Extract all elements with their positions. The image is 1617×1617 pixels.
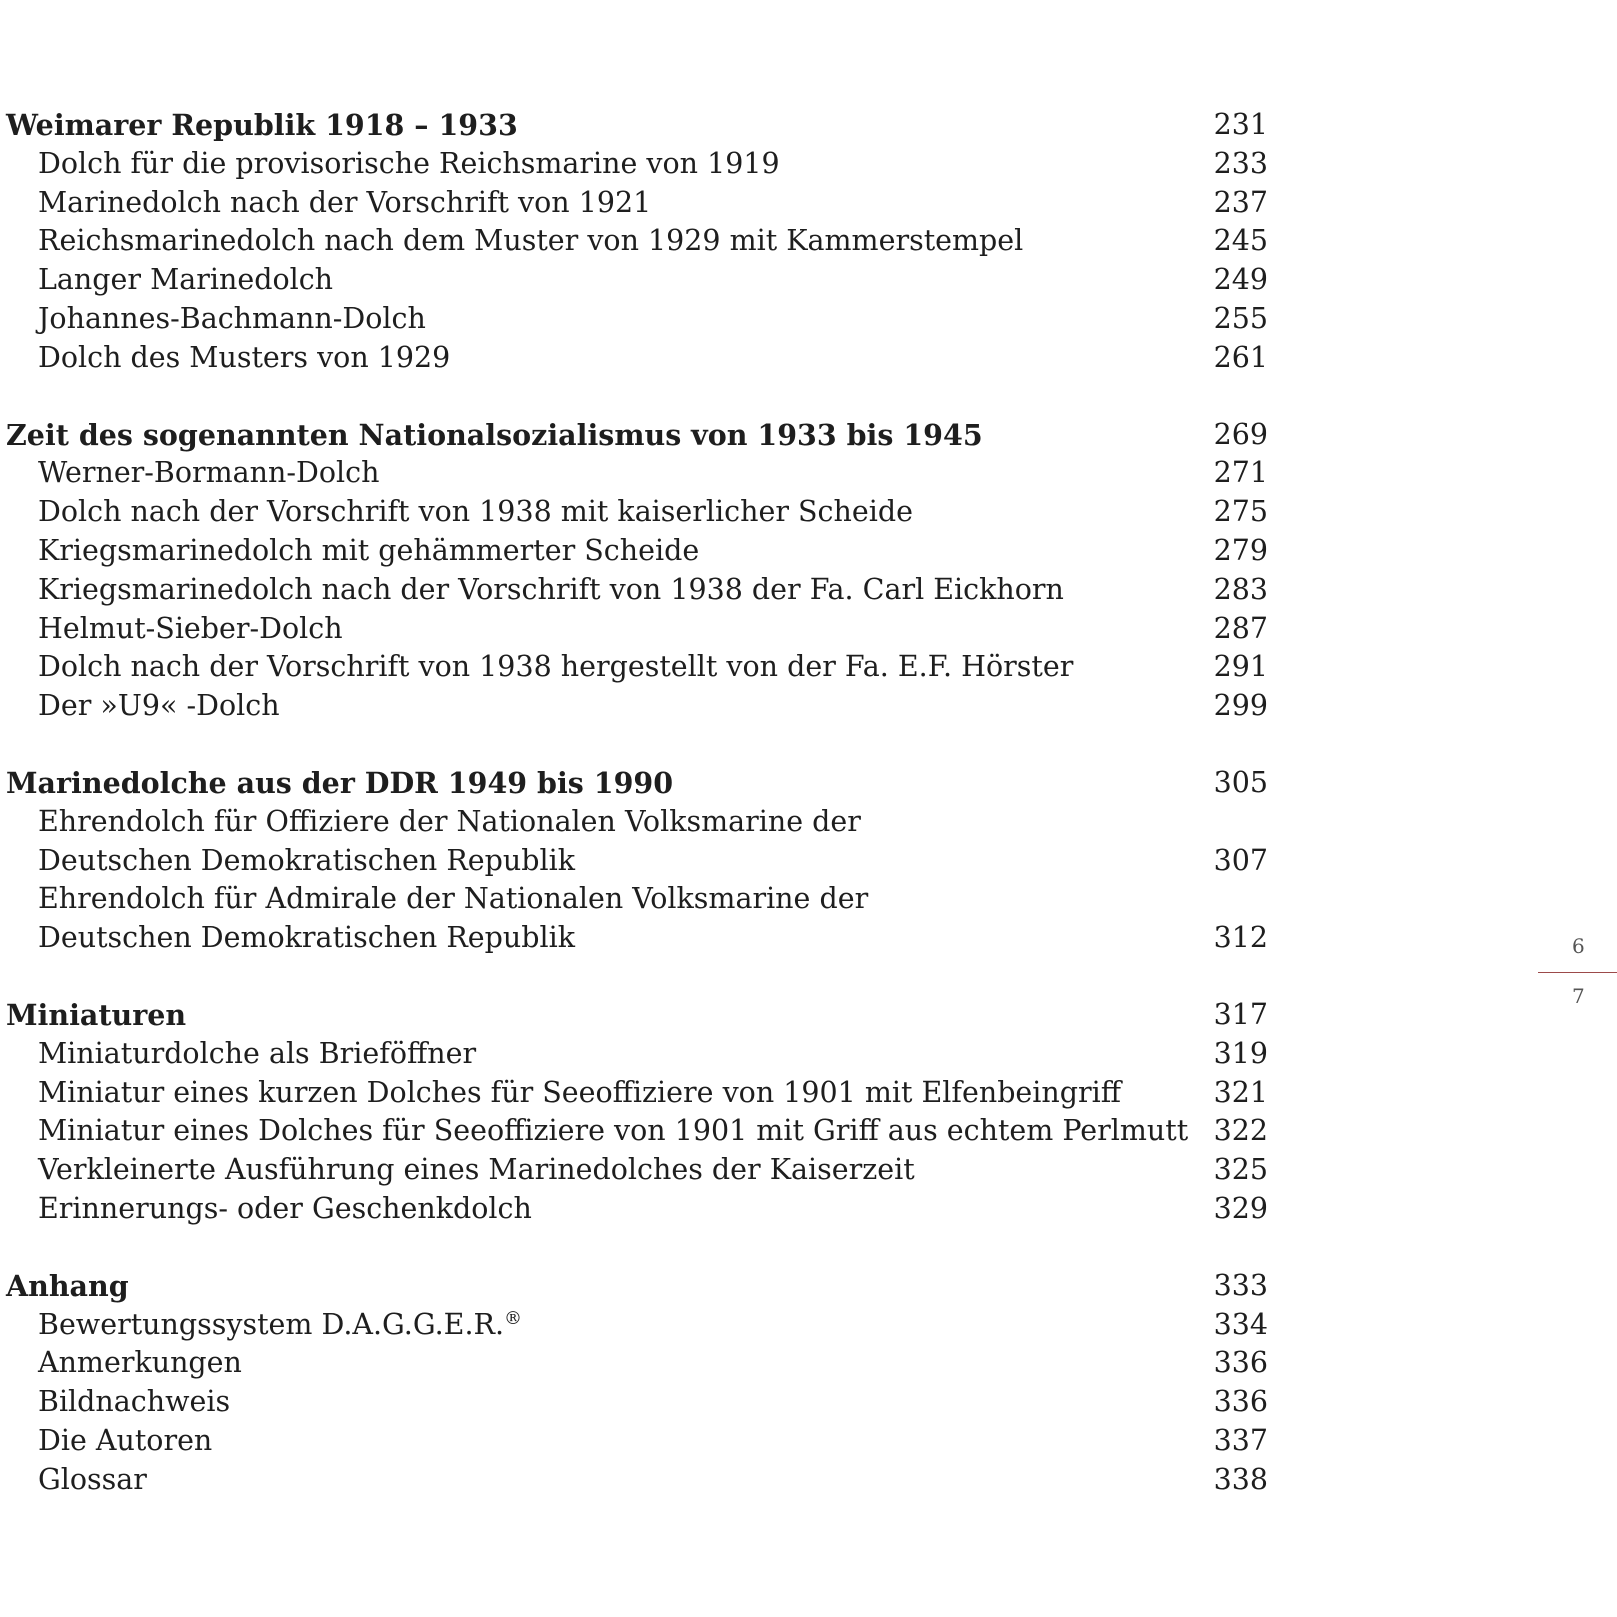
toc-entry bbox=[6, 1306, 1268, 1345]
title-text: Bewertungssystem D.A.G.G.E.R. bbox=[38, 1307, 505, 1341]
entry-page-number: 275 bbox=[1213, 495, 1268, 529]
entry-title bbox=[38, 1422, 212, 1461]
section-title bbox=[6, 416, 983, 455]
toc-entry bbox=[6, 1461, 1268, 1500]
toc-entry bbox=[6, 1035, 1268, 1074]
toc-section bbox=[6, 416, 1268, 726]
section-page-number: 269 bbox=[1213, 417, 1268, 451]
title-text: Helmut-Sieber-Dolch bbox=[38, 611, 343, 645]
entry-page-number: 334 bbox=[1213, 1307, 1268, 1341]
entry-title bbox=[38, 1151, 915, 1190]
entry-page-number: 307 bbox=[1213, 843, 1268, 877]
entry-title bbox=[38, 1344, 242, 1383]
toc-entry bbox=[6, 532, 1268, 571]
entry-page-number: 283 bbox=[1213, 572, 1268, 606]
entry-title bbox=[38, 1190, 532, 1229]
toc-section-heading bbox=[6, 764, 1268, 803]
title-text: Dolch des Musters von 1929 bbox=[38, 340, 451, 374]
entry-page-number: 322 bbox=[1213, 1114, 1268, 1148]
title-text: Der »U9« -Dolch bbox=[38, 689, 280, 723]
entry-title bbox=[38, 1306, 522, 1349]
entry-page-number: 245 bbox=[1213, 224, 1268, 258]
toc-entry bbox=[6, 919, 1268, 958]
title-text: Dolch für die provisorische Reichsmarine von 1919 bbox=[38, 146, 780, 180]
entry-page-number: 299 bbox=[1213, 689, 1268, 723]
title-text: Miniatur eines Dolches für Seeoffiziere von 1901 mit Griff aus echtem Perlmutt bbox=[38, 1114, 1189, 1148]
toc-section bbox=[6, 764, 1268, 958]
toc-entry bbox=[6, 1074, 1268, 1113]
entry-title bbox=[38, 184, 651, 223]
entry-page-number: 325 bbox=[1213, 1153, 1268, 1187]
entry-title bbox=[38, 1035, 476, 1074]
toc-entry bbox=[6, 610, 1268, 649]
entry-page-number: 279 bbox=[1213, 533, 1268, 567]
entry-page-number: 255 bbox=[1213, 301, 1268, 335]
section-title bbox=[6, 996, 186, 1035]
toc-entry bbox=[6, 145, 1268, 184]
page-number-right: 7 bbox=[1572, 984, 1585, 1008]
entry-title bbox=[38, 222, 1023, 261]
toc-entry bbox=[6, 339, 1268, 378]
title-text: Ehrendolch für Offiziere der Nationalen Volksmarine der bbox=[38, 804, 861, 838]
toc-entry bbox=[6, 300, 1268, 339]
toc-entry bbox=[6, 803, 1268, 842]
section-page-number: 231 bbox=[1213, 108, 1268, 141]
entry-title bbox=[38, 1461, 147, 1500]
entry-page-number: 261 bbox=[1213, 340, 1268, 374]
section-title bbox=[6, 764, 673, 803]
title-text: Werner-Bormann-Dolch bbox=[38, 456, 380, 490]
entry-page-number: 237 bbox=[1213, 185, 1268, 219]
entry-page-number: 249 bbox=[1213, 263, 1268, 297]
section-page-number: 333 bbox=[1213, 1268, 1268, 1302]
toc-entry bbox=[6, 687, 1268, 726]
toc-section bbox=[6, 996, 1268, 1229]
entry-page-number: 233 bbox=[1213, 146, 1268, 180]
title-text: Johannes-Bachmann-Dolch bbox=[38, 301, 426, 335]
entry-title bbox=[38, 532, 699, 571]
title-text: Ehrendolch für Admirale der Nationalen Volksmarine der bbox=[38, 882, 869, 916]
title-text: Anmerkungen bbox=[38, 1346, 242, 1380]
entry-page-number: 312 bbox=[1213, 921, 1268, 955]
entry-title bbox=[38, 261, 333, 300]
toc-section-heading bbox=[6, 996, 1268, 1035]
toc-section-heading bbox=[6, 416, 1268, 455]
entry-title bbox=[38, 1112, 1188, 1151]
toc-entry bbox=[6, 261, 1268, 300]
title-text: Deutschen Demokratischen Republik bbox=[38, 921, 575, 955]
title-text: Miniatur eines kurzen Dolches für Seeoffiziere von 1901 mit Elfenbeingriff bbox=[38, 1075, 1121, 1109]
title-text: Glossar bbox=[38, 1462, 147, 1496]
entry-title bbox=[38, 648, 1073, 687]
entry-title bbox=[38, 300, 426, 339]
section-page-number: 305 bbox=[1213, 765, 1268, 799]
entry-page-number: 336 bbox=[1213, 1385, 1268, 1419]
toc-entry bbox=[6, 184, 1268, 223]
title-text: Die Autoren bbox=[38, 1423, 213, 1457]
entry-title bbox=[38, 1074, 1121, 1113]
entry-page-number: 321 bbox=[1213, 1075, 1268, 1109]
section-title bbox=[6, 1267, 129, 1306]
title-text: Kriegsmarinedolch nach der Vorschrift von 1938 der Fa. Carl Eickhorn bbox=[38, 572, 1064, 606]
entry-title bbox=[38, 339, 450, 378]
title-text: Zeit des sogenannten Nationalsozialismus von 1933 bis 1945 bbox=[6, 417, 983, 452]
entry-title bbox=[38, 880, 868, 919]
entry-title bbox=[38, 919, 575, 958]
toc-entry bbox=[6, 1344, 1268, 1383]
entry-page-number: 337 bbox=[1213, 1423, 1268, 1457]
title-text: Langer Marinedolch bbox=[38, 263, 334, 297]
entry-page-number: 338 bbox=[1213, 1462, 1268, 1496]
toc-entry bbox=[6, 648, 1268, 687]
entry-title bbox=[38, 842, 575, 881]
section-title bbox=[6, 106, 518, 145]
entry-page-number: 291 bbox=[1213, 650, 1268, 684]
entry-title bbox=[38, 493, 913, 532]
title-text: Weimarer Republik 1918 – 1933 bbox=[6, 108, 518, 142]
entry-title bbox=[38, 145, 780, 184]
title-text: Deutschen Demokratischen Republik bbox=[38, 843, 575, 877]
toc-entry bbox=[6, 1422, 1268, 1461]
toc-entry bbox=[6, 222, 1268, 261]
title-text: Verkleinerte Ausführung eines Marinedolches der Kaiserzeit bbox=[38, 1153, 915, 1187]
toc-section-heading bbox=[6, 106, 1268, 145]
entry-title bbox=[38, 454, 379, 493]
title-text: Dolch nach der Vorschrift von 1938 mit kaiserlicher Scheide bbox=[38, 495, 913, 529]
entry-page-number: 329 bbox=[1213, 1191, 1268, 1225]
entry-title bbox=[38, 1383, 230, 1422]
toc-entry bbox=[6, 842, 1268, 881]
toc-entry bbox=[6, 1151, 1268, 1190]
toc-entry bbox=[6, 1112, 1268, 1151]
toc-entry bbox=[6, 880, 1268, 919]
title-text: Marinedolch nach der Vorschrift von 1921 bbox=[38, 185, 652, 219]
entry-page-number: 287 bbox=[1213, 611, 1268, 645]
title-text: Bildnachweis bbox=[38, 1385, 231, 1419]
title-text: Erinnerungs- oder Geschenkdolch bbox=[38, 1191, 532, 1225]
entry-title bbox=[38, 687, 280, 726]
title-text: Anhang bbox=[6, 1268, 129, 1303]
registered-trademark-mark: ® bbox=[504, 1307, 523, 1329]
title-text: Miniaturen bbox=[6, 997, 187, 1032]
toc-entry bbox=[6, 454, 1268, 493]
toc-entry bbox=[6, 571, 1268, 610]
toc-entry bbox=[6, 1383, 1268, 1422]
table-of-contents bbox=[6, 106, 1268, 1538]
toc-entry bbox=[6, 1190, 1268, 1229]
entry-title bbox=[38, 571, 1064, 610]
entry-page-number: 271 bbox=[1213, 456, 1268, 490]
toc-section-heading bbox=[6, 1267, 1268, 1306]
entry-page-number: 336 bbox=[1213, 1346, 1268, 1380]
toc-section bbox=[6, 1267, 1268, 1500]
section-page-number: 317 bbox=[1213, 997, 1268, 1031]
entry-title bbox=[38, 803, 861, 842]
title-text: Reichsmarinedolch nach dem Muster von 1929 mit Kammerstempel bbox=[38, 224, 1024, 258]
folio-divider bbox=[1538, 972, 1617, 973]
title-text: Dolch nach der Vorschrift von 1938 hergestellt von der Fa. E.F. Hörster bbox=[38, 650, 1074, 684]
title-text: Kriegsmarinedolch mit gehämmerter Scheide bbox=[38, 533, 700, 567]
entry-title bbox=[38, 610, 343, 649]
toc-entry bbox=[6, 493, 1268, 532]
toc-section bbox=[6, 106, 1268, 378]
page-number-left: 6 bbox=[1572, 934, 1585, 958]
entry-page-number: 319 bbox=[1213, 1036, 1268, 1070]
title-text: Miniaturdolche als Brieföffner bbox=[38, 1036, 477, 1070]
title-text: Marinedolche aus der DDR 1949 bis 1990 bbox=[6, 765, 674, 800]
